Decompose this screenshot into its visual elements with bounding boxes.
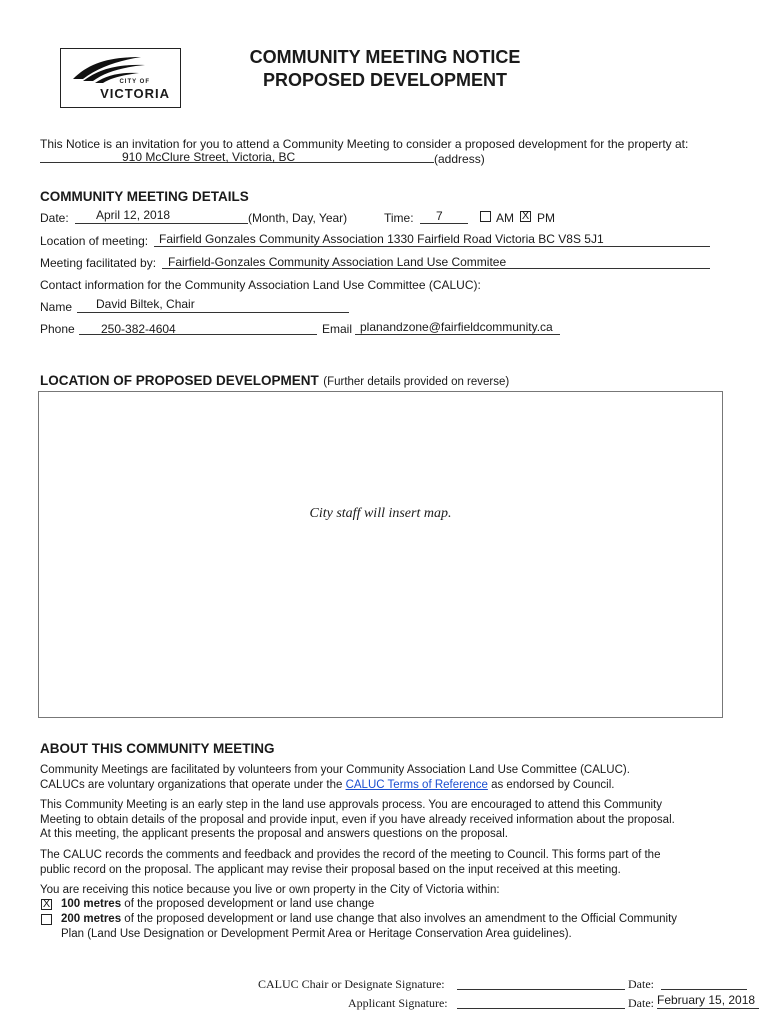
phone-label: Phone bbox=[40, 322, 75, 336]
about-p1-line-1: Community Meetings are facilitated by volunteers from your Community Association Land Use Committee (CALUC). bbox=[40, 764, 630, 776]
city-of-victoria-logo bbox=[60, 48, 181, 108]
logo-city-of: CITY OF bbox=[119, 79, 150, 85]
email-label: Email bbox=[322, 322, 353, 336]
caluc-terms-link[interactable]: CALUC Terms of Reference bbox=[345, 778, 488, 791]
caluc-signature-label: CALUC Chair or Designate Signature: bbox=[258, 977, 445, 991]
contact-label: Contact information for the Community Association Land Use Committee (CALUC): bbox=[40, 278, 481, 292]
pm-label: PM bbox=[537, 211, 555, 225]
about-p1-post: as endorsed by Council. bbox=[487, 778, 615, 791]
about-paragraph-1 bbox=[40, 763, 750, 792]
title-line-1: COMMUNITY MEETING NOTICE bbox=[249, 47, 521, 67]
radius-100m-bold: 100 metres bbox=[61, 898, 122, 910]
radius-200m-bold: 200 metres bbox=[61, 913, 122, 925]
about-heading: ABOUT THIS COMMUNITY MEETING bbox=[40, 741, 275, 756]
am-label: AM bbox=[496, 211, 514, 225]
title-line-2: PROPOSED DEVELOPMENT bbox=[262, 70, 508, 90]
name-value[interactable]: David Biltek, Chair bbox=[96, 297, 195, 311]
applicant-signature-label: Applicant Signature: bbox=[348, 996, 448, 1010]
about-p1-pre: CALUCs are voluntary organizations that operate under the bbox=[40, 778, 346, 791]
facilitated-value[interactable]: Fairfield-Gonzales Community Association Land Use Commitee bbox=[168, 255, 507, 269]
logo-victoria: VICTORIA bbox=[100, 86, 170, 101]
about-p1-line-2 bbox=[40, 778, 750, 793]
location-section-heading: LOCATION OF PROPOSED DEVELOPMENT bbox=[40, 373, 319, 388]
applicant-date-value[interactable]: February 15, 2018 bbox=[657, 993, 756, 1007]
time-value[interactable]: 7 bbox=[436, 209, 443, 223]
about-p2-line-2: Meeting to obtain details of the proposal and provide input, even if you have already received information about the proposal. bbox=[40, 813, 675, 826]
email-underline bbox=[355, 334, 560, 335]
applicant-signature-line[interactable] bbox=[457, 1008, 625, 1009]
radius-100m-label bbox=[61, 898, 374, 910]
page-title bbox=[175, 46, 595, 92]
am-checkbox[interactable] bbox=[480, 211, 491, 222]
applicant-date-line bbox=[657, 1008, 759, 1009]
caluc-signature-line[interactable] bbox=[457, 989, 625, 990]
details-heading: COMMUNITY MEETING DETAILS bbox=[40, 189, 249, 204]
radius-100m-rest: of the proposed development or land use change bbox=[121, 898, 375, 910]
name-label: Name bbox=[40, 300, 73, 314]
about-paragraph-3 bbox=[40, 848, 750, 877]
about-p3-line-2: public record on the proposal. The applicant may revise their proposal based on the input received at this meeting. bbox=[40, 863, 621, 876]
name-underline bbox=[77, 312, 349, 313]
phone-value[interactable]: 250-382-4604 bbox=[101, 322, 176, 336]
radius-100m-checkbox[interactable]: X bbox=[42, 898, 51, 910]
about-paragraph-4: You are receiving this notice because you live or own property in the City of Victoria within: bbox=[40, 884, 500, 896]
date-label: Date: bbox=[40, 211, 69, 225]
about-p3-line-1: The CALUC records the comments and feedback and provides the record of the meeting to Council. This forms part of the bbox=[40, 849, 661, 861]
email-value[interactable]: planandzone@fairfieldcommunity.ca bbox=[360, 320, 553, 334]
radius-200m-rest: of the proposed development or land use change that also involves an amendment to the Official Community bbox=[121, 913, 678, 925]
facilitated-label: Meeting facilitated by: bbox=[40, 256, 157, 270]
address-value[interactable]: 910 McClure Street, Victoria, BC bbox=[122, 150, 296, 164]
date-value[interactable]: April 12, 2018 bbox=[96, 208, 171, 222]
location-underline bbox=[154, 246, 710, 247]
radius-200m-label-line-2: Plan (Land Use Designation or Development Permit Area or Heritage Conservation Area guidelines). bbox=[61, 928, 572, 940]
location-label: Location of meeting: bbox=[40, 234, 149, 248]
caluc-date-label: Date: bbox=[628, 977, 654, 991]
about-p2-line-3: At this meeting, the applicant presents the proposal and answers questions on the proposal. bbox=[40, 828, 508, 840]
location-value[interactable]: Fairfield Gonzales Community Association 1330 Fairfield Road Victoria BC V8S 5J1 bbox=[159, 232, 604, 246]
time-underline bbox=[420, 223, 468, 224]
pm-checkbox[interactable]: X bbox=[521, 210, 530, 222]
intro-text: This Notice is an invitation for you to attend a Community Meeting to consider a proposed development for the property at: bbox=[40, 137, 689, 151]
location-section-header bbox=[40, 372, 509, 390]
date-underline bbox=[75, 223, 248, 224]
caluc-date-line[interactable] bbox=[661, 989, 747, 990]
date-format: (Month, Day, Year) bbox=[248, 211, 348, 225]
radius-200m-label bbox=[61, 913, 677, 925]
about-p2-line-1: This Community Meeting is an early step in the land use approvals process. You are encouraged to attend this Community bbox=[40, 799, 662, 811]
about-paragraph-2 bbox=[40, 798, 750, 842]
applicant-date-label: Date: bbox=[628, 996, 654, 1010]
address-suffix: (address) bbox=[434, 152, 485, 166]
location-section-note: (Further details provided on reverse) bbox=[323, 376, 510, 388]
radius-200m-checkbox[interactable] bbox=[41, 914, 52, 925]
map-area bbox=[38, 391, 723, 718]
map-placeholder-text: City staff will insert map. bbox=[309, 506, 452, 521]
time-label: Time: bbox=[384, 211, 414, 225]
